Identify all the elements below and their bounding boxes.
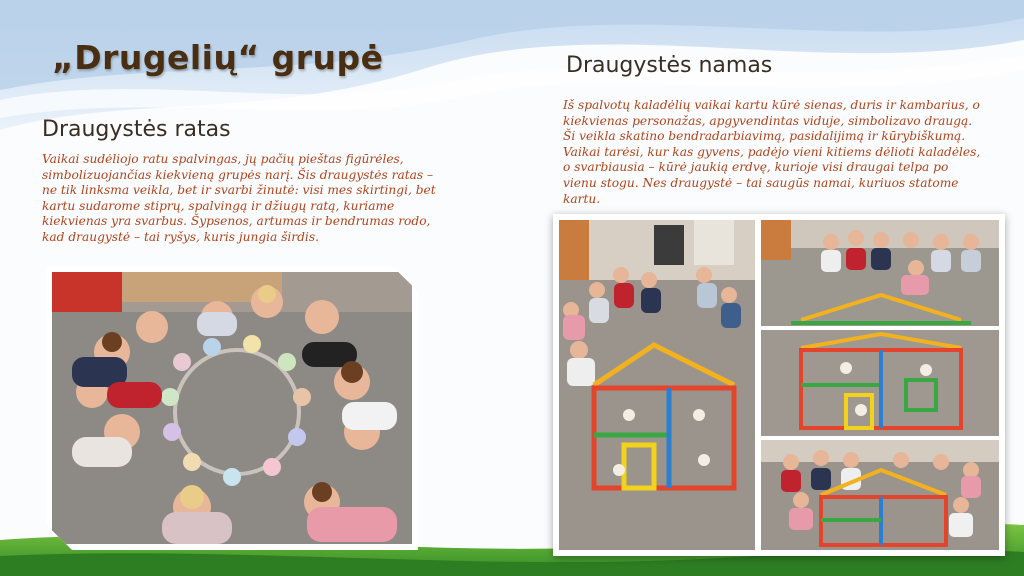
left-section-heading: Draugystės ratas [42, 117, 231, 142]
house-photo-top [761, 220, 999, 326]
right-section-paragraph: Iš spalvotų kaladėlių vaikai kartu kūrė sienas, duris ir kambarius, o kiekvienas personažas, apgyvendintas viduje, simbolizavo draugą. Ši veikla skatino bendradarbiavimą, pasidalijimą ir kūrybiškumą. Vaikai tarėsi, kur kas gyvens, padėjo vieni kitiems dėlioti kaladėles, o svarbiausia – kūrė jaukią erdvę, kurioje visi draugai telpa po vienu stogu. Nes draugystė – tai saugūs namai, kuriuos statome kartu. [563, 98, 981, 206]
house-photo-main [559, 220, 755, 550]
friendship-circle-photo [52, 272, 412, 544]
friendship-circle-photo-frame [46, 266, 418, 550]
house-photo-bottom [761, 440, 999, 550]
left-section-paragraph: Vaikai sudėliojo ratu spalvingas, jų pačių pieštas figūrėles, simbolizuojančias kiekvieną grupės narį. Šis draugystės ratas – ne tik linksma veikla, bet ir svarbi žinutė: visi mes skirtingi, bet kartu sudarome stiprų, spalvingą ir džiugų ratą, kuriame kiekvienas yra svarbus. Šypsenos, artumas ir bendrumas rodo, kad draugystė – tai ryšys, kuris jungia širdis. [42, 152, 436, 244]
page-title: „Drugelių“ grupė [52, 38, 384, 77]
right-section-heading: Draugystės namas [566, 53, 773, 78]
friendship-house-collage [553, 214, 1005, 556]
house-photo-middle [761, 330, 999, 436]
